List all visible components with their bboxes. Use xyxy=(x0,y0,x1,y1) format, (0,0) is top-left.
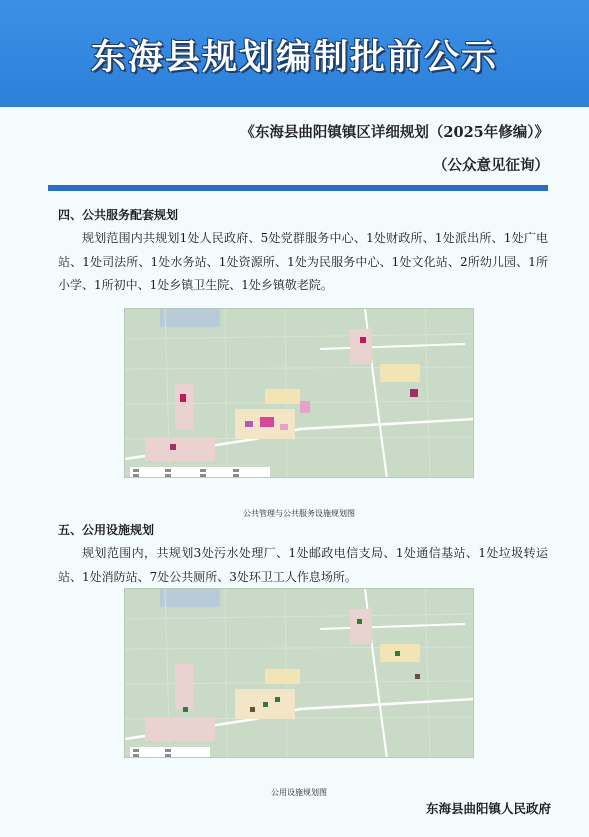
section5-body: 规划范围内，共规划3处污水处理厂、1处邮政电信支局、1处通信基站、1处垃圾转运站、1处消防站、7处公共厕所、3处环卫工人作息场所。 xyxy=(58,546,548,584)
plan-subtitle: （公众意见征询） xyxy=(433,157,549,174)
issuer-signature: 东海县曲阳镇人民政府 xyxy=(425,801,551,816)
section5-heading: 五、公用设施规划 xyxy=(58,523,155,537)
public-service-map-caption: 公共管理与公共服务设施规划图 xyxy=(243,509,355,518)
public-service-map[interactable] xyxy=(124,308,474,478)
utility-map[interactable] xyxy=(124,588,474,758)
utility-map-graphic xyxy=(125,589,474,758)
divider-bar xyxy=(48,185,548,191)
public-service-map-graphic xyxy=(125,309,474,478)
utility-map-caption: 公用设施规划图 xyxy=(271,788,327,797)
plan-title: 《东海县曲阳镇镇区详细规划（2025年修编）》 xyxy=(240,124,549,141)
header-banner xyxy=(0,0,589,107)
section4-body: 规划范围内共规划1处人民政府、5处党群服务中心、1处财政所、1处派出所、1处广电站、1处司法所、1处水务站、1处资源所、1处为民服务中心、1处文化站、2所幼儿园、1所小学、1所初中、1处乡镇卫生院、1处乡镇敬老院。 xyxy=(58,231,548,292)
section4-heading: 四、公共服务配套规划 xyxy=(58,208,179,222)
page-title: 东海县规划编制批前公示 xyxy=(90,38,498,78)
